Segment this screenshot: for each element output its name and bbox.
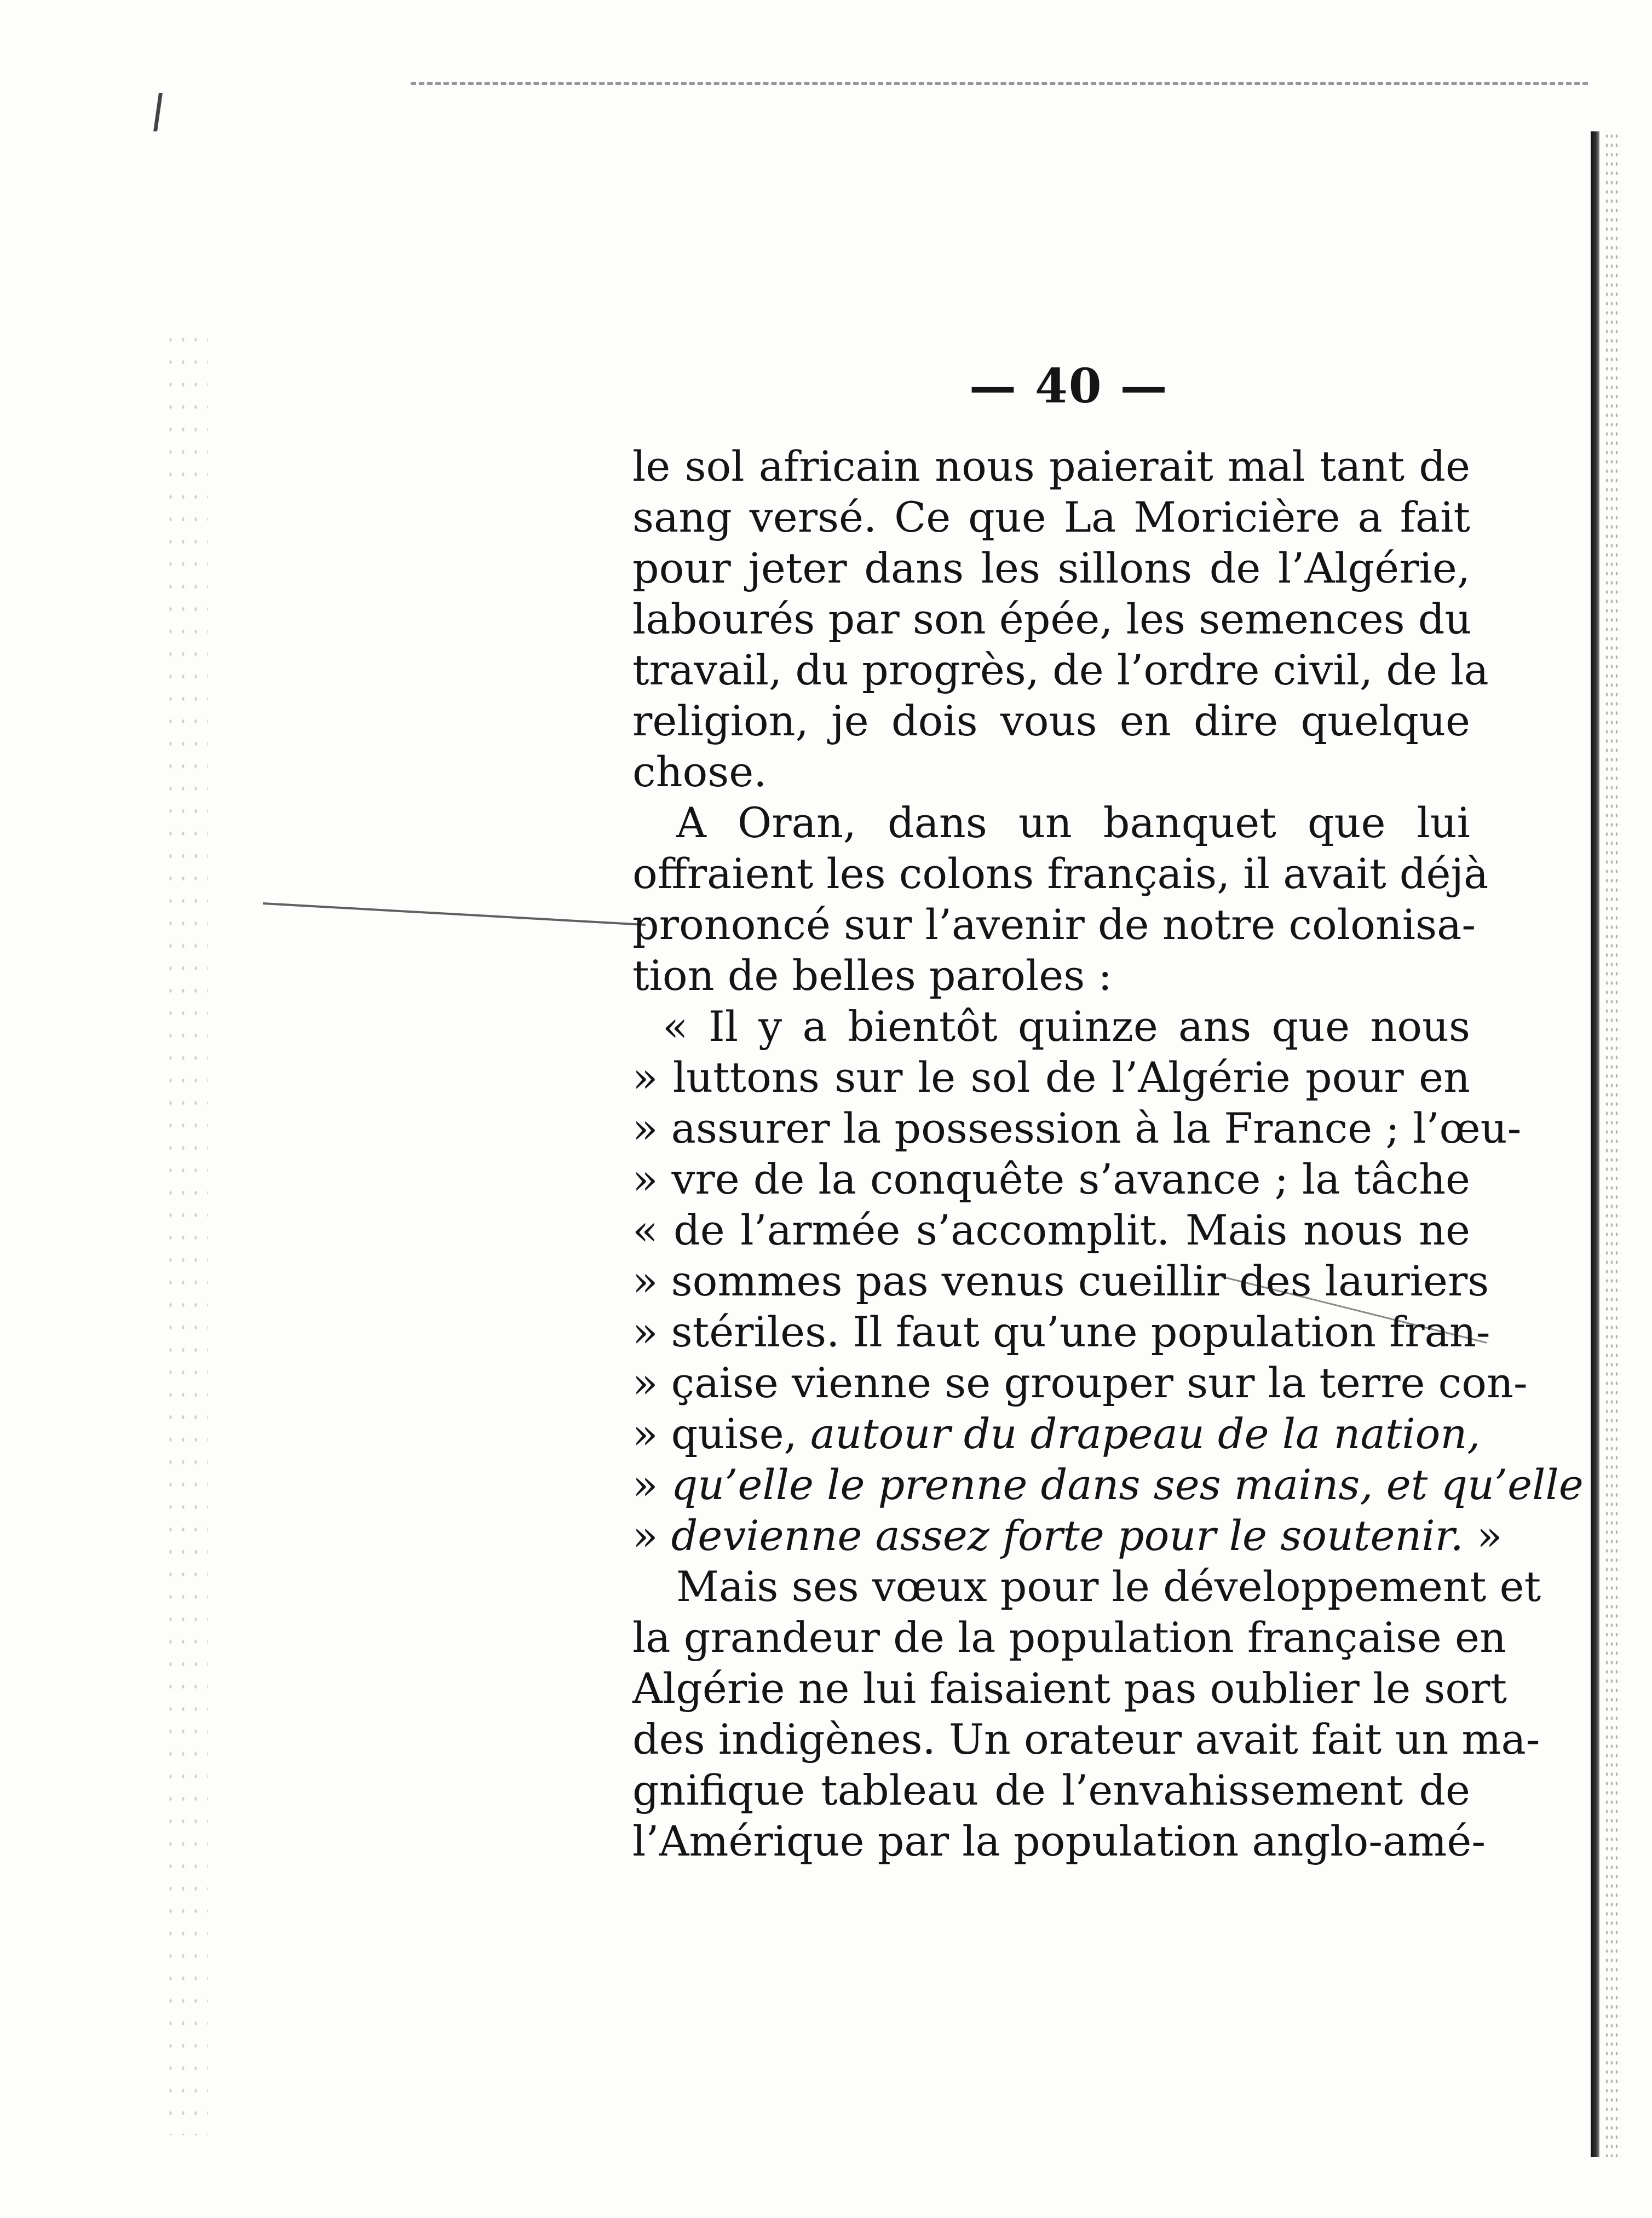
quote-line xyxy=(632,1459,1584,1510)
text-line: offraient les colons français, il avait déjà xyxy=(632,849,1489,898)
quote-line: » luttons sur le sol de l’Algérie pour en xyxy=(632,1053,1470,1102)
stray-pen-line xyxy=(263,902,646,926)
quote-prefix: » quise, xyxy=(632,1409,810,1458)
quote-line: » çaise vienne se grouper sur la terre con- xyxy=(632,1358,1528,1407)
quote-line: « Il y a bientôt quinze ans que nous xyxy=(663,1002,1470,1051)
text-line: A Oran, dans un banquet que lui xyxy=(676,798,1470,847)
text-line: le sol africain nous paierait mal tant de xyxy=(632,442,1470,491)
text-line: Mais ses vœux pour le développement et xyxy=(676,1562,1541,1611)
quote-line: » stériles. Il faut qu’une population fran- xyxy=(632,1307,1490,1356)
page-gutter-shadow xyxy=(1591,131,1599,2157)
text-line: prononcé sur l’avenir de notre colonisa- xyxy=(632,900,1476,949)
top-edge-rule xyxy=(411,82,1588,85)
quote-line: » assurer la possession à la France ; l’œu- xyxy=(632,1104,1522,1153)
text-line: chose. xyxy=(632,747,767,796)
quote-line: « de l’armée s’accomplit. Mais nous ne xyxy=(632,1206,1470,1254)
text-line: pour jeter dans les sillons de l’Algérie, xyxy=(632,544,1470,592)
margin-mark xyxy=(153,93,163,131)
text-line: labourés par son épée, les semences du xyxy=(632,595,1472,643)
quote-suffix: » xyxy=(1463,1511,1503,1560)
body-text xyxy=(632,441,1584,1866)
quote-prefix: » xyxy=(632,1511,671,1560)
text-line: tion de belles paroles : xyxy=(632,951,1112,1000)
text-line: des indigènes. Un orateur avait fait un ma- xyxy=(632,1715,1540,1764)
gutter-speckle xyxy=(1604,131,1621,2157)
text-line: Algérie ne lui faisaient pas oublier le sort xyxy=(632,1664,1507,1713)
text-line: religion, je dois vous en dire quelque xyxy=(632,696,1470,745)
quote-prefix: » xyxy=(632,1460,671,1509)
text-line: gnifique tableau de l’envahissement de xyxy=(632,1766,1470,1814)
text-line: la grandeur de la population française en xyxy=(632,1613,1506,1662)
text-line: travail, du progrès, de l’ordre civil, de la xyxy=(632,646,1489,694)
quote-italic: devienne assez forte pour le soutenir. xyxy=(671,1511,1464,1560)
quote-line xyxy=(632,1510,1503,1561)
margin-speckle xyxy=(164,329,208,2135)
text-line: l’Amérique par la population anglo-amé- xyxy=(632,1817,1486,1865)
quote-line: » vre de la conquête s’avance ; la tâche xyxy=(632,1155,1470,1203)
text-line: sang versé. Ce que La Moricière a fait xyxy=(632,493,1470,541)
page-number: — 40 — xyxy=(969,359,1169,414)
quote-italic: autour du drapeau de la nation, xyxy=(810,1409,1481,1458)
quote-line: » sommes pas venus cueillir des lauriers xyxy=(632,1257,1489,1305)
quote-line xyxy=(632,1408,1481,1459)
quote-italic: qu’elle le prenne dans ses mains, et qu’elle xyxy=(671,1460,1584,1509)
